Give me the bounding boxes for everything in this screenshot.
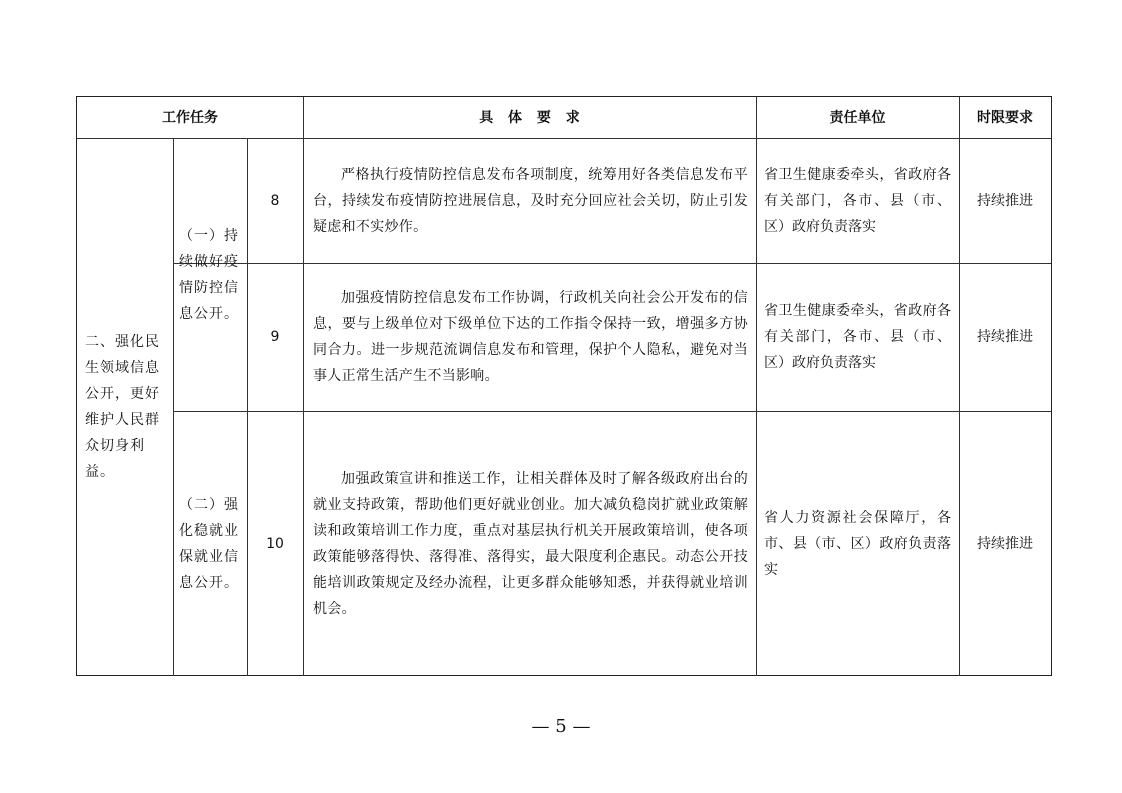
deadline-cell: 持续推进	[977, 329, 1033, 345]
row-number: 8	[270, 192, 280, 209]
deadline-cell: 持续推进	[977, 192, 1033, 209]
task-table	[76, 96, 1052, 676]
group-cell-1	[173, 138, 247, 411]
category-cell	[77, 138, 173, 676]
group-cell-2	[173, 411, 247, 676]
row-number: 9	[270, 329, 280, 345]
requirement-cell	[303, 263, 756, 411]
group-label: （一）持续做好疫情防控信息公开。	[179, 227, 239, 322]
unit-cell	[756, 411, 959, 676]
header-deadline: 时限要求	[977, 109, 1033, 126]
unit-cell	[756, 263, 959, 411]
page-number: — 5 —	[531, 716, 591, 737]
deadline-cell: 持续推进	[977, 535, 1033, 552]
requirement-cell	[303, 411, 756, 676]
requirement-text: 严格执行疫情防控信息发布各项制度，统筹用好各类信息发布平台，持续发布疫情防控进展信息，及时充分回应社会关切，防止引发疑虑和不实炒作。	[313, 166, 748, 235]
requirement-text: 加强政策宣讲和推送工作，让相关群体及时了解各级政府出台的就业支持政策，帮助他们更好就业创业。加大减负稳岗扩就业政策解读和政策培训工作力度，重点对基层执行机关开展政策培训，使各项政策能够落得快、落得准、落得实，最大限度利企惠民。动态公开技能培训政策规定及经办流程，让更多群众能够知悉，并获得就业培训机会。	[313, 470, 748, 617]
requirement-cell	[303, 138, 756, 263]
header-requirement: 具 体 要 求	[479, 109, 580, 126]
row-number: 10	[266, 535, 284, 552]
unit-cell	[756, 138, 959, 263]
unit-text: 省卫生健康委牵头，省政府各有关部门，各市、县（市、区）政府负责落实	[764, 303, 951, 371]
header-task: 工作任务	[162, 109, 218, 126]
category-text: 二、强化民生领域信息公开，更好维护人民群众切身利益。	[85, 334, 160, 480]
header-unit: 责任单位	[829, 109, 886, 126]
group-label: （二）强化稳就业保就业信息公开。	[179, 496, 239, 591]
unit-text: 省人力资源社会保障厅，各市、县（市、区）政府负责落实	[764, 509, 951, 578]
unit-text: 省卫生健康委牵头，省政府各有关部门，各市、县（市、区）政府负责落实	[764, 166, 951, 235]
requirement-text: 加强疫情防控信息发布工作协调，行政机关向社会公开发布的信息，要与上级单位对下级单位下达的工作指令保持一致，增强多方协同合力。进一步规范流调信息发布和管理，保护个人隐私，避免对当事人正常生活产生不当影响。	[313, 290, 748, 384]
